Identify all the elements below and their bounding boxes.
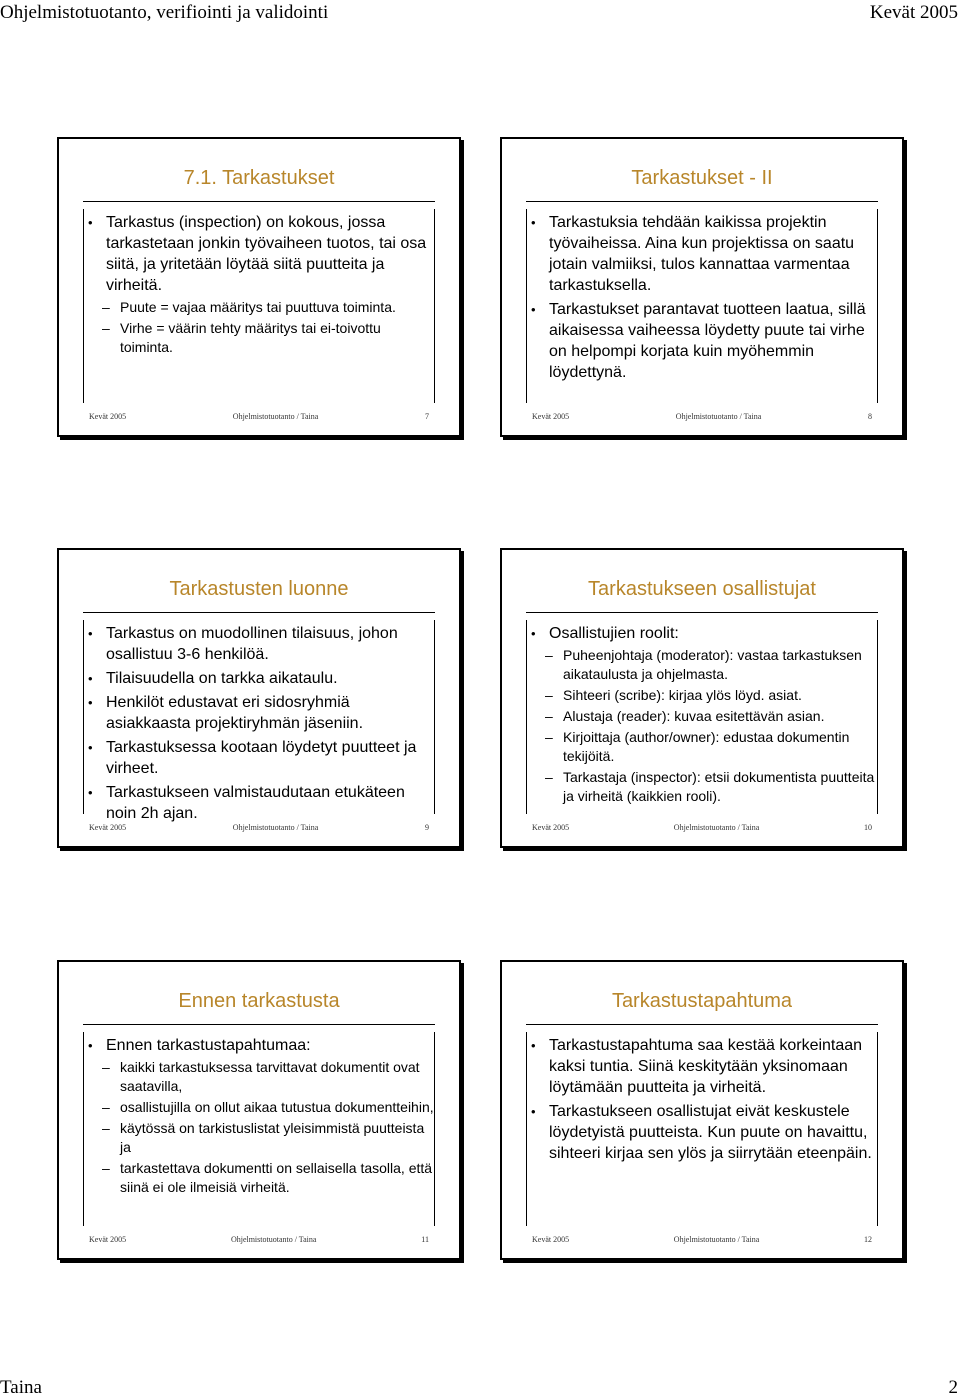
bullet-item: • Tarkastuksessa kootaan löydetyt puutteet ja virheet.	[84, 737, 434, 779]
slide-title: Tarkastukset - II	[631, 167, 773, 189]
slide-3	[57, 548, 461, 848]
title-divider	[526, 612, 878, 613]
bullet-item: • Henkilöt edustavat eri sidosryhmiä asiakkaasta projektiryhmän jäseniin.	[84, 692, 434, 734]
sub-bullet-item: – Kirjoittaja (author/owner): edustaa dokumentin tekijöitä.	[527, 728, 877, 766]
slide-footer-center: Ohjelmistotuotanto / Taina	[675, 412, 762, 421]
page-header-term: Kevät 2005	[869, 2, 958, 23]
slide-footer-num: 11	[421, 1235, 429, 1244]
slide-footer-num: 8	[868, 412, 872, 421]
title-divider	[526, 201, 878, 202]
slide-5	[57, 960, 461, 1260]
bullet-item: • Tarkastustapahtuma saa kestää korkeintaan kaksi tuntia. Siinä keskitytään yksinomaan löytämään puutteita ja virheitä.	[527, 1035, 877, 1098]
slide-body	[526, 620, 878, 814]
slide-body	[526, 209, 878, 403]
slide-footer-left: Kevät 2005	[532, 823, 570, 832]
title-divider	[526, 1024, 878, 1025]
slide-footer-center: Ohjelmistotuotanto / Taina	[232, 412, 319, 421]
bullet-item: • Tarkastus on muodollinen tilaisuus, johon osallistuu 3-6 henkilöä.	[84, 623, 434, 665]
slide-footer-center: Ohjelmistotuotanto / Taina	[232, 823, 319, 832]
slide-footer-num: 9	[425, 823, 429, 832]
title-divider	[83, 201, 435, 202]
slide-footer-left: Kevät 2005	[89, 823, 127, 832]
bullet-item: • Tarkastukset parantavat tuotteen laatua, sillä aikaisessa vaiheessa löydetty puute tai virhe on helpompi korjata kuin myöhemmin löydettynä.	[527, 299, 877, 383]
slide-2	[500, 137, 904, 437]
bullet-item: • Osallistujien roolit:	[527, 623, 877, 644]
sub-bullet-item: – Alustaja (reader): kuvaa esitettävän asian.	[527, 707, 877, 726]
bullet-list	[527, 623, 877, 806]
slide-body	[83, 1032, 435, 1226]
sub-bullet-item: – kaikki tarkastuksessa tarvittavat dokumentit ovat saatavilla,	[84, 1058, 434, 1096]
slide-footer-left: Kevät 2005	[89, 412, 127, 421]
sub-bullet-item: – Tarkastaja (inspector): etsii dokumentista puutteita ja virheitä (kaikkien rooli).	[527, 768, 877, 806]
slide-footer-num: 12	[864, 1235, 872, 1244]
slide-title: Tarkastustapahtuma	[611, 990, 793, 1012]
slide-footer-left: Kevät 2005	[532, 1235, 570, 1244]
bullet-item: • Tarkastuksia tehdään kaikissa projektin työvaiheissa. Aina kun projektissa on saatu jotain valmiiksi, tulos kannattaa varmentaa tarkastuksella.	[527, 212, 877, 296]
slide-footer	[532, 823, 872, 832]
bullet-list	[84, 1035, 434, 1197]
sub-bullet-item: – Virhe = väärin tehty määritys tai ei-toivottu toiminta.	[84, 319, 434, 357]
title-divider	[83, 612, 435, 613]
slide-4	[500, 548, 904, 848]
slide-footer-center: Ohjelmistotuotanto / Taina	[673, 823, 760, 832]
slide-footer	[532, 1235, 872, 1244]
page-footer-author: Taina	[0, 1377, 42, 1398]
bullet-list	[527, 212, 877, 383]
slide-title: Tarkastukseen osallistujat	[588, 578, 816, 600]
sub-bullet-item: – osallistujilla on ollut aikaa tutustua dokumentteihin,	[84, 1098, 434, 1117]
slide-footer-num: 7	[425, 412, 429, 421]
sub-bullet-item: – Puheenjohtaja (moderator): vastaa tarkastuksen aikataulusta ja ohjelmasta.	[527, 646, 877, 684]
slide-footer	[532, 412, 872, 421]
slide-footer	[89, 823, 429, 832]
bullet-item: • Ennen tarkastustapahtumaa:	[84, 1035, 434, 1056]
slide-title: Tarkastusten luonne	[169, 578, 349, 600]
slide-title: Ennen tarkastusta	[178, 990, 340, 1012]
slide-body	[83, 620, 435, 822]
slide-footer-center: Ohjelmistotuotanto / Taina	[230, 1235, 317, 1244]
bullet-item: • Tarkastus (inspection) on kokous, jossa tarkastetaan jonkin työvaiheen tuotos, tai osa siitä, ja yritetään löytää siitä puutteita ja virheitä.	[84, 212, 434, 296]
bullet-item: • Tarkastukseen valmistaudutaan etukäteen noin 2h ajan.	[84, 782, 434, 824]
bullet-list	[84, 623, 434, 824]
slide-1	[57, 137, 461, 437]
bullet-list	[84, 212, 434, 357]
bullet-item: • Tarkastukseen osallistujat eivät keskustele löydetyistä puutteista. Kun puute on havaittu, sihteeri kirjaa sen ylös ja siirrytään eteenpäin.	[527, 1101, 877, 1164]
slide-body	[83, 209, 435, 403]
bullet-item: • Tilaisuudella on tarkka aikataulu.	[84, 668, 434, 689]
slide-footer	[89, 1235, 429, 1244]
sub-bullet-item: – Puute = vajaa määritys tai puuttuva toiminta.	[84, 298, 434, 317]
sub-bullet-item: – tarkastettava dokumentti on sellaisella tasolla, että siinä ei ole ilmeisiä virheitä.	[84, 1159, 434, 1197]
slide-6	[500, 960, 904, 1260]
slide-footer	[89, 412, 429, 421]
slide-footer-left: Kevät 2005	[89, 1235, 127, 1244]
sub-bullet-item: – Sihteeri (scribe): kirjaa ylös löyd. asiat.	[527, 686, 877, 705]
slide-footer-center: Ohjelmistotuotanto / Taina	[673, 1235, 760, 1244]
title-divider	[83, 1024, 435, 1025]
page-footer-page-number: 2	[948, 1377, 958, 1398]
page-header-title: Ohjelmistotuotanto, verifiointi ja validointi	[0, 2, 329, 23]
slide-footer-left: Kevät 2005	[532, 412, 570, 421]
slide-title: 7.1. Tarkastukset	[183, 167, 335, 189]
slide-footer-num: 10	[864, 823, 872, 832]
sub-bullet-item: – käytössä on tarkistuslistat yleisimmistä puutteista ja	[84, 1119, 434, 1157]
bullet-list	[527, 1035, 877, 1164]
slide-body	[526, 1032, 878, 1226]
